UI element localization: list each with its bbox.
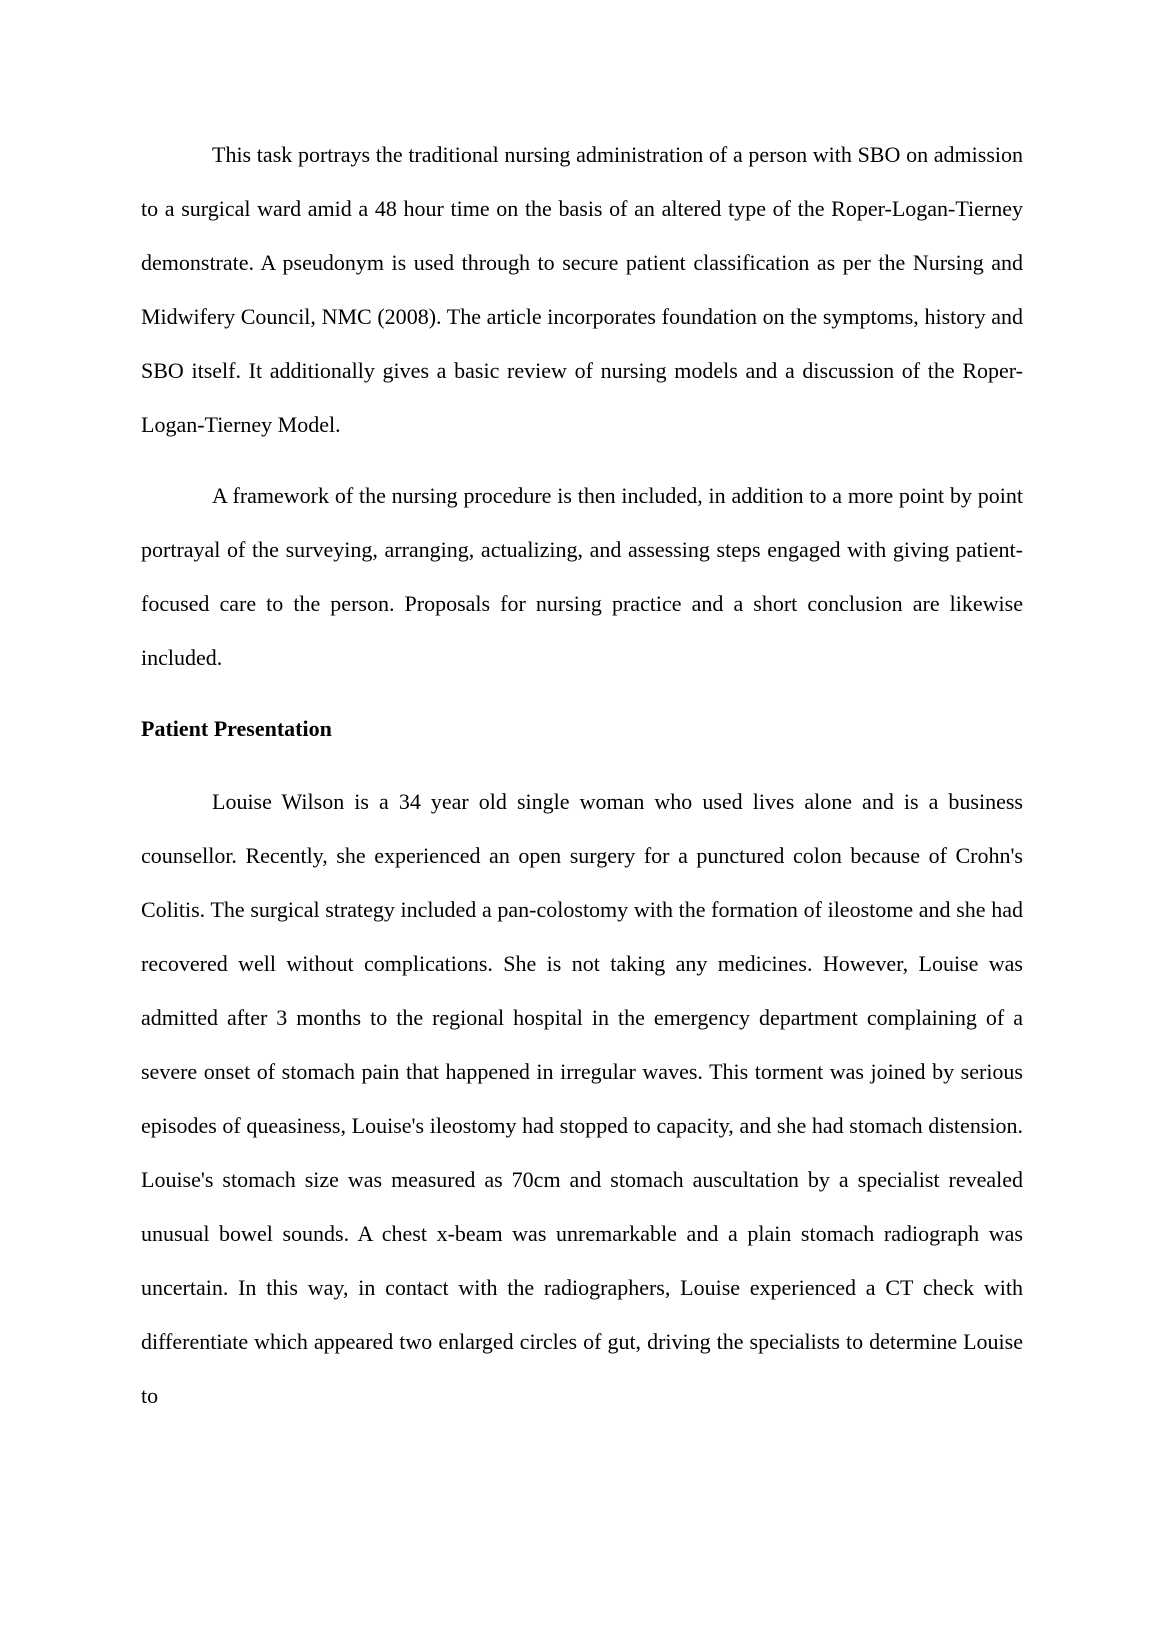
- intro-paragraph-1: This task portrays the traditional nursing administration of a person with SBO on admission to a surgical ward amid a 48 hour time on the basis of an altered type of the Roper-Logan-Tierney demonstrate. A pseudonym is used through to secure patient classification as per the Nursing and Midwifery Council, NMC (2008). The article incorporates foundation on the symptoms, history and SBO itself. It additionally gives a basic review of nursing models and a discussion of the Roper-Logan-Tierney Model.: [141, 142, 1023, 437]
- intro-paragraph-2: A framework of the nursing procedure is then included, in addition to a more point by point portrayal of the surveying, arranging, actualizing, and assessing steps engaged with giving patient-focused care to the person. Proposals for nursing practice and a short conclusion are likewise included.: [141, 483, 1023, 670]
- document-body: [141, 128, 1023, 1440]
- patient-presentation-paragraph: Louise Wilson is a 34 year old single woman who used lives alone and is a business counsellor. Recently, she experienced an open surgery for a punctured colon because of Crohn's Colitis. The surgical strategy included a pan-colostomy with the formation of ileostome and she had recovered well without complications. She is not taking any medicines. However, Louise was admitted after 3 months to the regional hospital in the emergency department complaining of a severe onset of stomach pain that happened in irregular waves. This torment was joined by serious episodes of queasiness, Louise's ileostomy had stopped to capacity, and she had stomach distension. Louise's stomach size was measured as 70cm and stomach auscultation by a specialist revealed unusual bowel sounds. A chest x-beam was unremarkable and a plain stomach radiograph was uncertain. In this way, in contact with the radiographers, Louise experienced a CT check with differentiate which appeared two enlarged circles of gut, driving the specialists to determine Louise to: [141, 789, 1023, 1408]
- section-heading: Patient Presentation: [141, 716, 332, 741]
